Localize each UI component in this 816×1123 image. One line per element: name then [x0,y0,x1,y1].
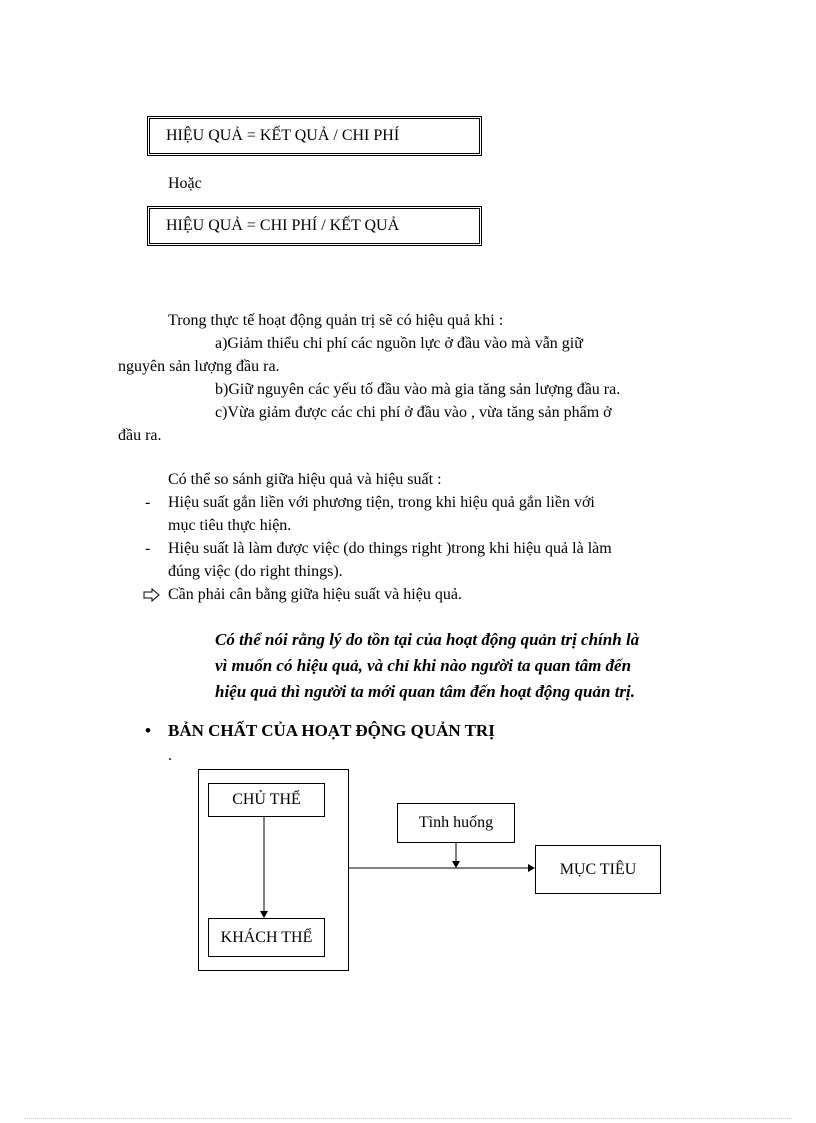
page-footer-line [24,1118,792,1119]
emphasis-line-2: vì muốn có hiệu quả, và chỉ khi nào người ta quan tâm đến [215,656,632,675]
subject-to-object-arrowhead [260,911,268,918]
section-bullet: • [145,721,151,740]
subject-label: CHỦ THỂ [232,791,301,808]
comparison-item-2-line2: đúng việc (do right things). [168,563,343,580]
section-dot: . [168,747,172,764]
or-text: Hoặc [168,175,202,192]
situation-label: Tình huống [418,814,494,831]
emphasis-line-1: Có thể nói rằng lý do tồn tại của hoạt động quản trị chính là [215,630,640,649]
situation-arrowhead [452,861,460,868]
comparison-item-1-line2: mục tiêu thực hiện. [168,517,292,534]
section-heading: BẢN CHẤT CỦA HOẠT ĐỘNG QUẢN TRỊ [168,721,495,740]
comparison-conclusion: Cần phải cân bằng giữa hiệu suất và hiệu quả. [168,586,462,603]
object-label: KHÁCH THỂ [220,928,313,946]
formula-2-text: HIỆU QUẢ = CHI PHÍ / KẾT QUẢ [166,217,400,234]
comparison-item-1-line1: Hiệu suất gắn liền với phương tiện, trong khi hiệu quả gắn liền với [168,494,595,511]
effectiveness-intro: Trong thực tế hoạt động quản trị sẽ có hiệu quả khi : [168,312,504,329]
comparison-item-2-line1: Hiệu suất là làm được việc (do things right )trong khi hiệu quả là làm [168,540,612,557]
item-c-line2: đầu ra. [118,427,162,444]
item-b: b)Giữ nguyên các yếu tố đầu vào mà gia tăng sản lượng đầu ra. [215,381,621,398]
dash-1: - [145,494,151,511]
item-a-line2: nguyên sản lượng đầu ra. [118,358,280,375]
goal-label: MỤC TIÊU [559,860,637,878]
dash-2: - [145,540,151,557]
system-to-goal-arrowhead [528,864,535,872]
emphasis-line-3: hiệu quả thì người ta mới quan tâm đến hoạt động quản trị. [215,682,636,701]
item-a-line1: a)Giảm thiểu chi phí các nguồn lực ở đầu vào mà vẫn giữ [215,335,583,352]
formula-1-text: HIỆU QUẢ = KẾT QUẢ / CHI PHÍ [166,127,400,144]
comparison-intro: Có thể so sánh giữa hiệu quả và hiệu suất : [168,471,442,488]
item-c-line1: c)Vừa giảm được các chi phí ở đầu vào , vừa tăng sản phẩm ở [215,404,612,421]
